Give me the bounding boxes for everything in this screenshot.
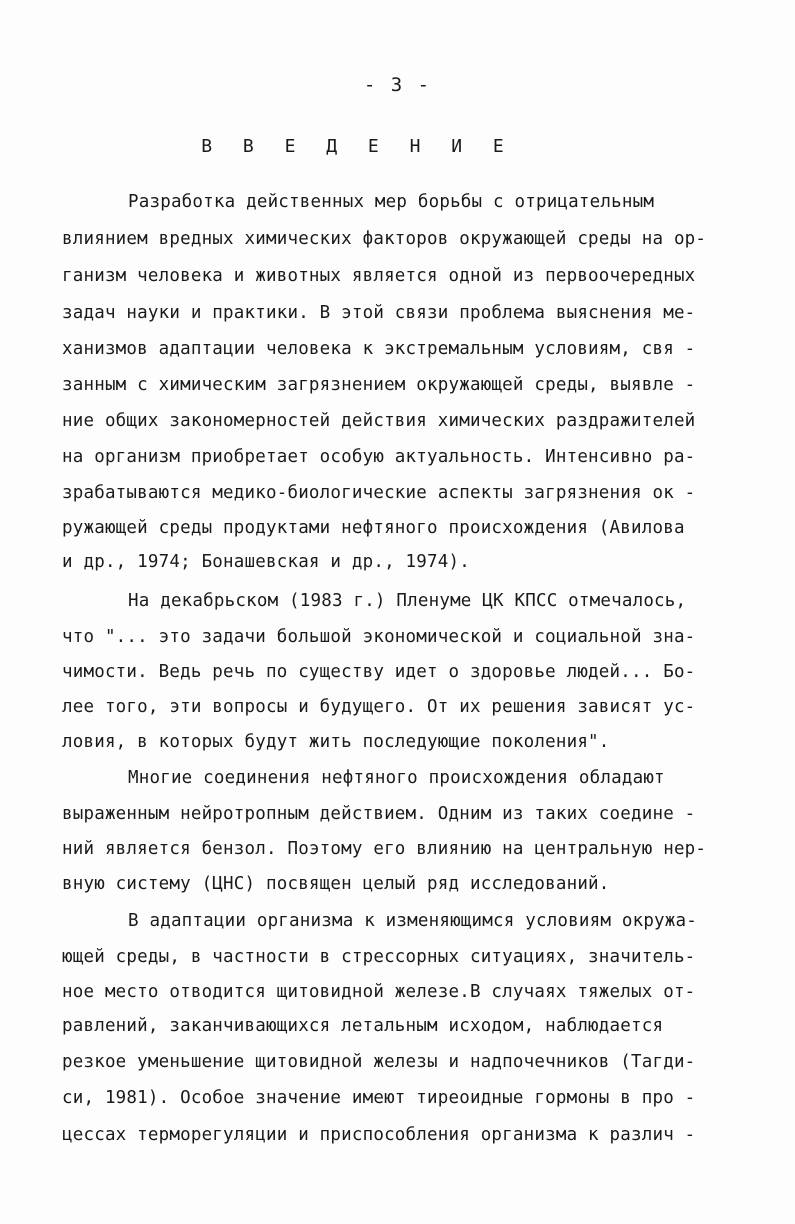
text-line: что "... это задачи большой экономической и социальной зна- — [62, 627, 696, 647]
text-line: выраженным нейротропным действием. Одним из таких соедине - — [62, 804, 696, 824]
text-line: ханизмов адаптации человека к экстремальным условиям, свя - — [62, 339, 696, 359]
text-line: равлений, заканчивающихся летальным исходом, наблюдается — [62, 1016, 664, 1036]
text-line: занным с химическим загрязнением окружающей среды, выявле - — [62, 375, 696, 395]
section-heading: В В Е Д Е Н И Е — [201, 136, 514, 157]
text-line: ние общих закономерностей действия химических раздражителей — [62, 411, 696, 431]
text-line: ганизм человека и животных является одной из первоочередных — [62, 266, 696, 286]
text-line: и др., 1974; Бонашевская и др., 1974). — [62, 552, 470, 572]
text-line: вную систему (ЦНС) посвящен целый ряд исследований. — [62, 874, 610, 894]
text-line: На декабрьском (1983 г.) Пленуме ЦК КПСС отмечалось, — [128, 591, 687, 611]
text-line: си, 1981). Особое значение имеют тиреоидные гормоны в про - — [62, 1088, 696, 1108]
page-number: - 3 - — [363, 74, 432, 96]
text-line: ружающей среды продуктами нефтяного происхождения (Авилова — [62, 518, 685, 538]
text-line: Многие соединения нефтяного происхождения обладают — [128, 768, 665, 788]
text-line: ющей среды, в частности в стрессорных ситуациях, значитель- — [62, 947, 696, 967]
text-line: Разработка действенных мер борьбы с отрицательным — [128, 192, 655, 212]
text-line: задач науки и практики. В этой связи проблема выяснения ме- — [62, 303, 696, 323]
text-line: ловия, в которых будут жить последующие поколения". — [62, 732, 610, 752]
text-line: ное место отводится щитовидной железе.В случаях тяжелых от- — [62, 982, 696, 1002]
text-line: на организм приобретает особую актуальность. Интенсивно ра- — [62, 447, 696, 467]
text-line: ний является бензол. Поэтому его влиянию на центральную нер- — [62, 839, 707, 859]
text-line: влиянием вредных химических факторов окружающей среды на ор- — [62, 229, 707, 249]
text-line: В адаптации организма к изменяющимся условиям окружа- — [128, 911, 698, 931]
text-line: зрабатываются медико-биологические аспекты загрязнения ок - — [62, 483, 696, 503]
text-line: резкое уменьшение щитовидной железы и надпочечников (Тагди- — [62, 1052, 696, 1072]
text-line: чимости. Ведь речь по существу идет о здоровье людей... Бо- — [62, 662, 696, 682]
text-line: цессах терморегуляции и приспособления организма к различ - — [62, 1125, 696, 1145]
text-line: лее того, эти вопросы и будущего. От их решения зависят ус- — [62, 697, 696, 717]
